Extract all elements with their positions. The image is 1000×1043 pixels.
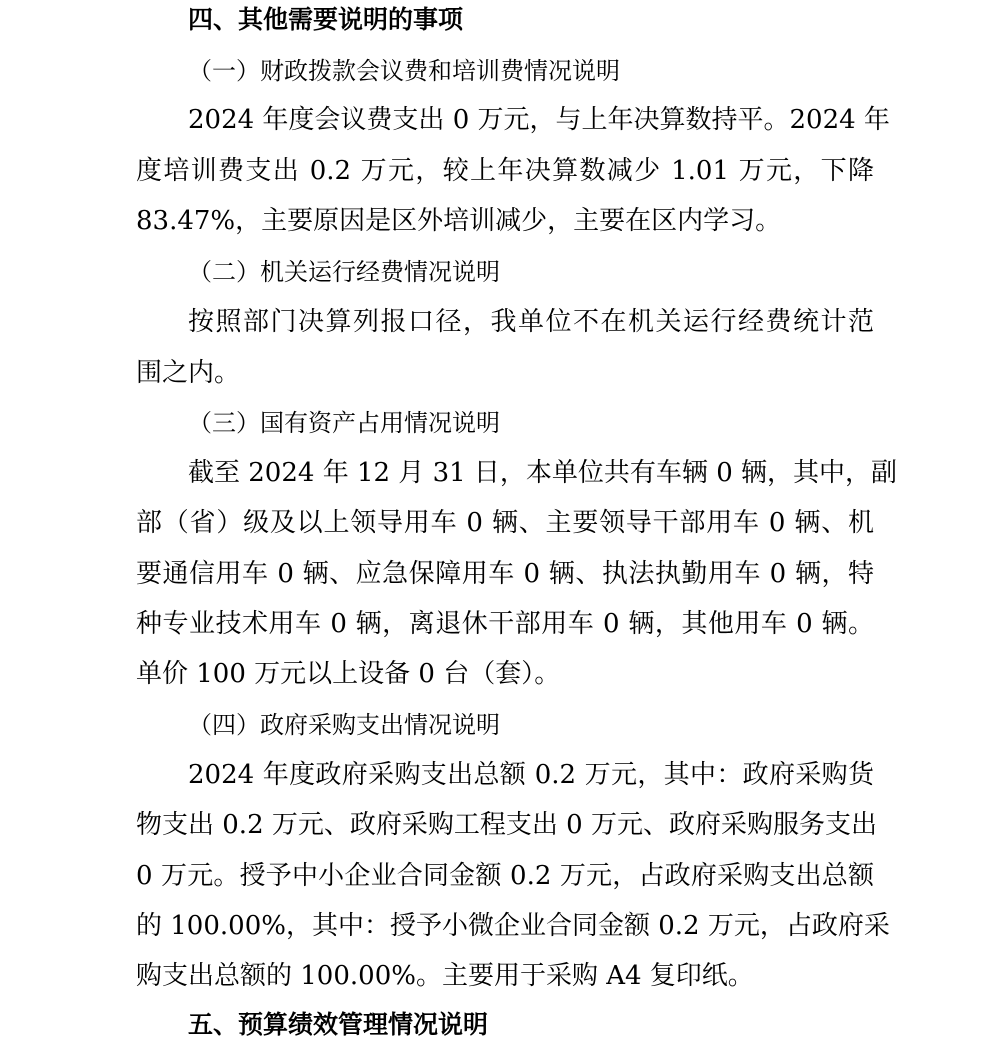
paragraph-line: 要通信用车 0 辆、应急保障用车 0 辆、执法执勤用车 0 辆，特 xyxy=(136,559,874,589)
subsection-2-title: （二）机关运行经费情况说明 xyxy=(188,258,500,286)
paragraph-line: 单价 100 万元以上设备 0 台（套）。 xyxy=(136,659,561,689)
paragraph-line: 物支出 0.2 万元、政府采购工程支出 0 万元、政府采购服务支出 xyxy=(136,810,877,840)
paragraph-line: 83.47%，主要原因是区外培训减少，主要在区内学习。 xyxy=(136,206,782,236)
paragraph-line: 度培训费支出 0.2 万元，较上年决算数减少 1.01 万元，下降 xyxy=(136,156,874,186)
subsection-3-title: （三）国有资产占用情况说明 xyxy=(188,409,500,437)
paragraph-line: 0 万元。授予中小企业合同金额 0.2 万元，占政府采购支出总额 xyxy=(136,861,874,891)
section-5-title: 五、预算绩效管理情况说明 xyxy=(188,1010,489,1039)
paragraph-line: 部（省）级及以上领导用车 0 辆、主要领导干部用车 0 辆、机 xyxy=(136,508,874,538)
paragraph-line: 围之内。 xyxy=(136,358,241,388)
paragraph-line: 2024 年度政府采购支出总额 0.2 万元，其中：政府采购货 xyxy=(188,760,874,790)
paragraph-line: 种专业技术用车 0 辆，离退休干部用车 0 辆，其他用车 0 辆。 xyxy=(136,609,874,639)
paragraph-line: 2024 年度会议费支出 0 万元，与上年决算数持平。2024 年 xyxy=(188,105,890,135)
paragraph-line: 的 100.00%，其中：授予小微企业合同金额 0.2 万元，占政府采 xyxy=(136,911,890,941)
paragraph-line: 截至 2024 年 12 月 31 日，本单位共有车辆 0 辆，其中，副 xyxy=(188,458,897,488)
section-4-title: 四、其他需要说明的事项 xyxy=(188,5,464,34)
paragraph-line: 按照部门决算列报口径，我单位不在机关运行经费统计范 xyxy=(188,307,874,337)
paragraph-line: 购支出总额的 100.00%。主要用于采购 A4 复印纸。 xyxy=(136,961,754,991)
subsection-1-title: （一）财政拨款会议费和培训费情况说明 xyxy=(188,57,620,85)
subsection-4-title: （四）政府采购支出情况说明 xyxy=(188,711,500,739)
